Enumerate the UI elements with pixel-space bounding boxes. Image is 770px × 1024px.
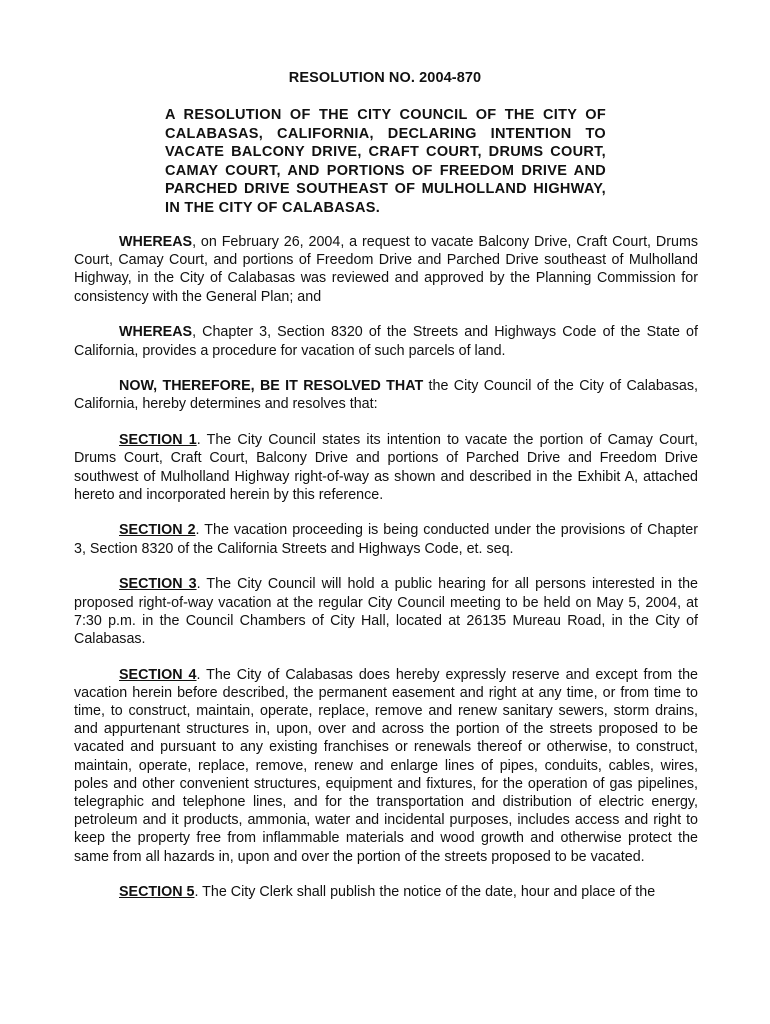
whereas-paragraph-1 — [74, 233, 698, 306]
document-body — [74, 233, 698, 919]
section-label: SECTION 2 — [119, 522, 196, 539]
resolution-heading: A RESOLUTION OF THE CITY COUNCIL OF THE CITY OF CALABASAS, CALIFORNIA, DECLARING INTENTION TO VACATE BALCONY DRIVE, CRAFT COURT, DRUMS COURT, CAMAY COURT, AND PORTIONS OF FREEDOM DRIVE AND PARCHED DRIVE SOUTHEAST OF MULHOLLAND HIGHWAY, IN THE CITY OF CALABASAS. — [165, 107, 606, 216]
paragraph-text: . The City Clerk shall publish the notice of the date, hour and place of the — [194, 884, 656, 901]
paragraph-text: , on February 26, 2004, a request to vacate Balcony Drive, Craft Court, Drums Court, Camay Court, and portions of Freedom Drive and Parched Drive southeast of Mulholland Highway, in the City of Calabasas was reviewed and approved by the Planning Commission for consistency with the General Plan; and — [74, 234, 698, 305]
resolved-paragraph — [74, 377, 698, 413]
section-label: SECTION 1 — [119, 432, 197, 449]
paragraph-text: . The vacation proceeding is being conducted under the provisions of Chapter 3, Section 8320 of the California Streets and Highways Code, et. seq. — [74, 522, 698, 557]
section-label: SECTION 5 — [119, 884, 195, 901]
section-label: SECTION 4 — [119, 666, 197, 683]
section-label: SECTION 3 — [119, 576, 197, 593]
paragraph-lead: WHEREAS — [119, 324, 193, 341]
paragraph-text: . The City Council will hold a public hearing for all persons interested in the proposed right-of-way vacation at the regular City Council meeting to be held on May 5, 2004, at 7:30 p.m. in the Council Chambers of City Hall, located at 26135 Mureau Road, in the City of Calabasas. — [74, 576, 698, 647]
section-3-paragraph — [74, 575, 698, 648]
paragraph-text: . The City of Calabasas does hereby expressly reserve and except from the vacation herein before described, the permanent easement and right at any time, or from time to time, to construct, maintain, operate, replace, remove and renew sanitary sewers, storm drains, and appurtenant structures in, upon, over and across the portion of the streets proposed to be vacated and pursuant to any existing franchises or renewals thereof or otherwise, to construct, maintain, operate, replace, remove, renew and enlarge lines of pipes, conduits, cables, wires, poles and other convenient structures, equipment and fixtures, for the operation of gas pipelines, telegraphic and telephone lines, and for the transportation and distribution of electric energy, petroleum and it products, ammonia, water and incidental purposes, includes access and right to keep the property free from inflammable materials and wood growth and otherwise protect the same from all hazards in, upon and over the portion of the streets proposed to be vacated. — [74, 666, 698, 865]
resolution-title: RESOLUTION NO. 2004-870 — [288, 70, 482, 86]
section-2-paragraph — [74, 521, 698, 557]
paragraph-text: , Chapter 3, Section 8320 of the Streets and Highways Code of the State of California, provides a procedure for vacation of such parcels of land. — [74, 324, 698, 359]
section-4-paragraph — [74, 666, 698, 866]
paragraph-text: . The City Council states its intention to vacate the portion of Camay Court, Drums Court, Craft Court, Balcony Drive and portions of Parched Drive and Freedom Drive southwest of Mulholland Highway right-of-way as shown and described in the Exhibit A, attached hereto and incorporated herein by this reference. — [74, 432, 698, 503]
paragraph-lead: WHEREAS — [119, 234, 193, 250]
paragraph-lead: NOW, THEREFORE, BE IT RESOLVED THAT — [119, 378, 424, 395]
paragraph-text: the City Council of the City of Calabasas, California, hereby determines and resolves that: — [74, 378, 698, 413]
section-5-paragraph — [74, 883, 698, 901]
whereas-paragraph-2 — [74, 323, 698, 359]
section-1-paragraph — [74, 431, 698, 504]
